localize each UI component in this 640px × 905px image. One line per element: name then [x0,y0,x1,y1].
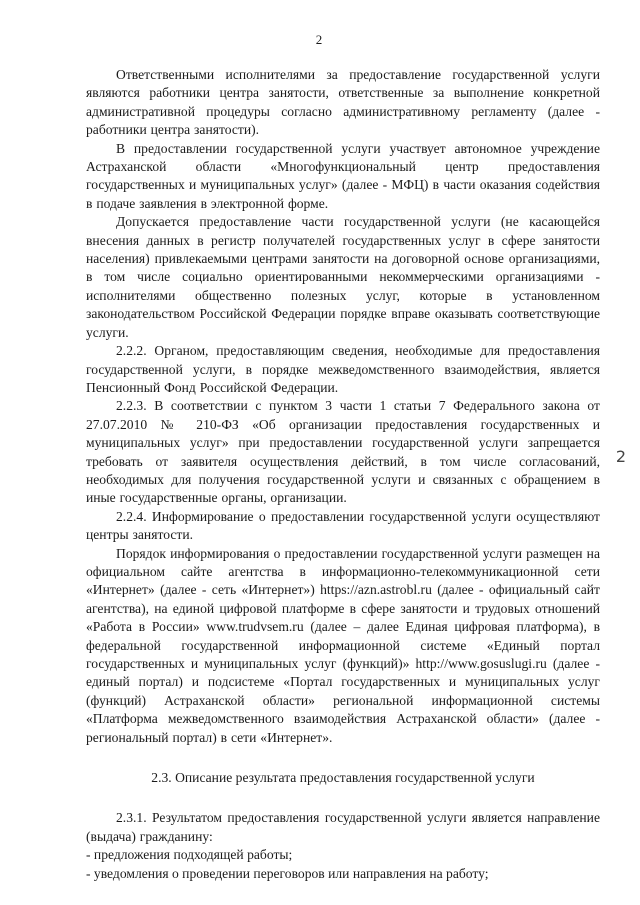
list-item-suitable-job: - предложения подходящей работы; [86,847,293,863]
paragraph-2-2-3: 2.2.3. В соответствии с пунктом 3 части 1 статьи 7 Федерального закона от 27.07.2010 № 210-ФЗ «Об организации предоставления государственных и муниципальных услуг» при предоставлении государственной услуги запрещается требовать от заявителя осуществления действий, в том числе согласований, необходимых для получения государственной услуги и связанных с обращением в иные государственные органы, организации. [86,398,600,506]
paragraph-2-3-1: 2.3.1. Результатом предоставления государственной услуги является направление (выдача) гражданину: [86,810,600,844]
paragraph-responsible-executors: Ответственными исполнителями за предоставление государственной услуги являются работники центра занятости, ответственные за выполнение конкретной административной процедуры согласно административному регламенту (далее - работники центра занятости). [86,67,600,138]
list-item-negotiation-notice: - уведомления о проведении переговоров или направления на работу; [86,865,489,881]
page-number: 2 [315,32,323,47]
paragraph-2-2-4: 2.2.4. Информирование о предоставлении государственной услуги осуществляют центры занятости. [86,508,600,543]
paragraph-partial-service: Допускается предоставление части государственной услуги (не касающейся внесения данных в регистр получателей государственных услуг в сфере занятости населения) привлекаемыми центрами занятости на договорной основе организациями, в том числе социально ориентированными некоммерческими организациями - исполнителями общественно полезных услуг, которые в установленном законодательством Российской Федерации порядке вправе оказывать соответствующие услуги. [86,214,600,340]
paragraph-2-2-2: 2.2.2. Органом, предоставляющим сведения, необходимые для предоставления государственной услуги, в порядке межведомственного взаимодействия, является Пенсионный Фонд Российской Федерации. [86,343,600,395]
handwritten-margin-mark: 2 [615,447,626,466]
paragraph-mfc-participation: В предоставлении государственной услуги участвует автономное учреждение Астраханской области «Многофункциональный центр предоставления государственных и муниципальных услуг» (далее - МФЦ) в части оказания содействия в подаче заявления в электронной форме. [86,140,600,211]
paragraph-informing-order: Порядок информирования о предоставлении государственной услуги размещен на официальном сайте агентства в информационно-телекоммуникационной сети «Интернет» (далее - сеть «Интернет») https://azn.astrobl.ru (далее - официальный сайт агентства), на единой цифровой платформе в сфере занятости и трудовых отношений «Работа в России» www.trudvsem.ru (далее – далее Единая цифровая платформа), в федеральной государственной информационной системе «Единый портал государственных и муниципальных услуг (функций)» http://www.gosuslugi.ru (далее - единый портал) и подсистеме «Портал государственных и муниципальных услуг (функций) Астраханской области» региональной информационной системы «Платформа межведомственного взаимодействия Астраханской области» (далее - региональный портал) в сети «Интернет». [86,545,600,745]
section-heading-2-3: 2.3. Описание результата предоставления государственной услуги [151,770,535,786]
